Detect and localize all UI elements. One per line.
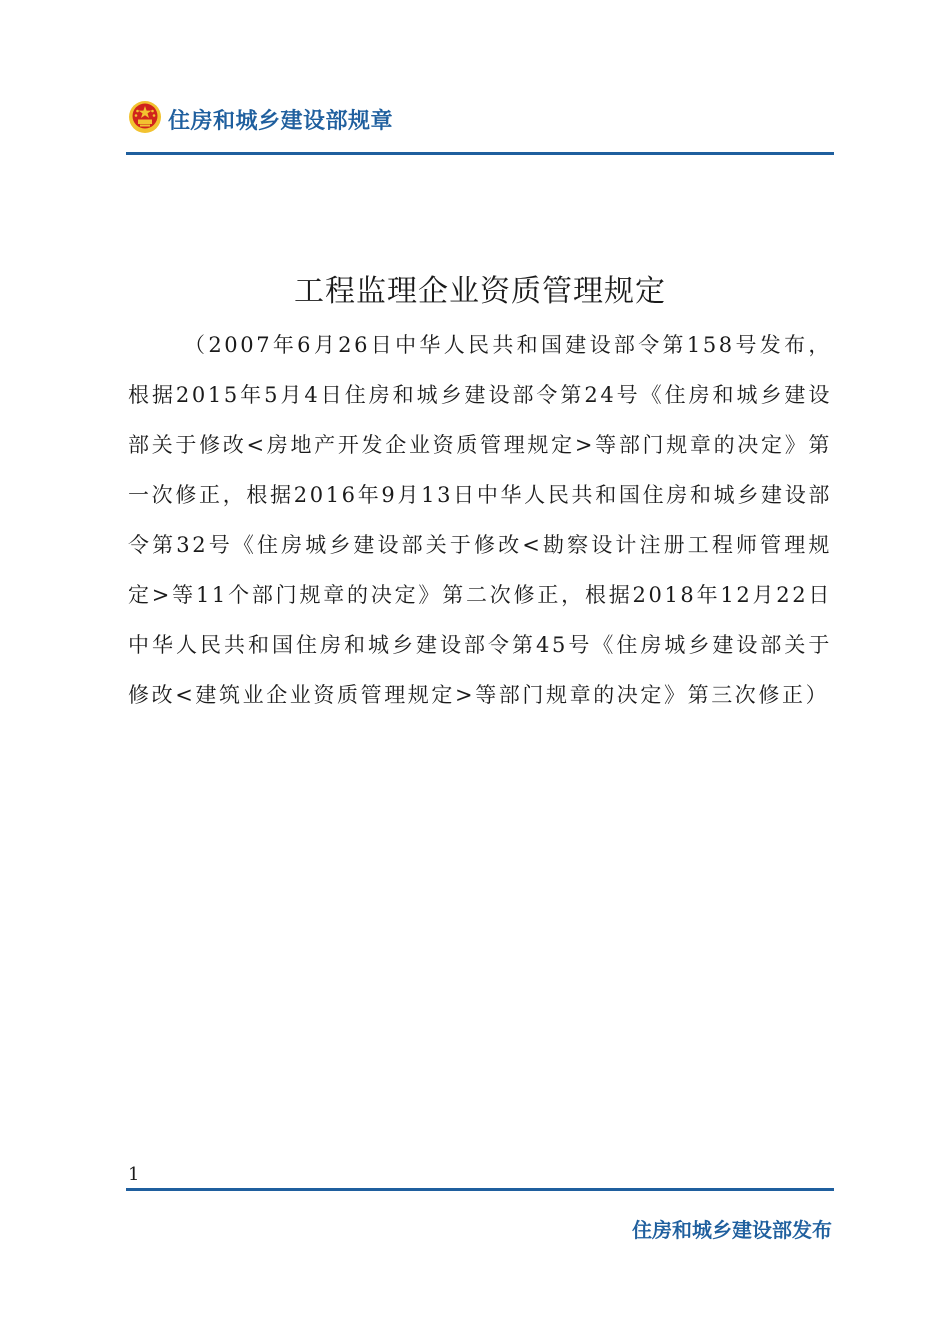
revision-note: （2007年6月26日中华人民共和国建设部令第158号发布，根据2015年5月4日住房和城乡建设部令第24号《住房和城乡建设部关于修改<房地产开发企业资质管理规定>等部门规章的决定》第一次修正，根据2016年9月13日中华人民共和国住房和城乡建设部令第32号《住房城乡建设部关于修改<勘察设计注册工程师管理规定>等11个部门规章的决定》第二次修正，根据2018年12月22日中华人民共和国住房和城乡建设部令第45号《住房城乡建设部关于修改<建筑业企业资质管理规定>等部门规章的决定》第三次修正） bbox=[128, 333, 832, 707]
header-divider bbox=[126, 152, 834, 155]
footer-divider bbox=[126, 1188, 834, 1191]
document-title: 工程监理企业资质管理规定 bbox=[294, 274, 666, 309]
footer-publisher: 住房和城乡建设部发布 bbox=[632, 1218, 832, 1242]
national-emblem-icon bbox=[128, 100, 162, 134]
header-title: 住房和城乡建设部规章 bbox=[168, 109, 394, 134]
page-number: 1 bbox=[128, 1164, 140, 1185]
page-header bbox=[128, 98, 834, 142]
